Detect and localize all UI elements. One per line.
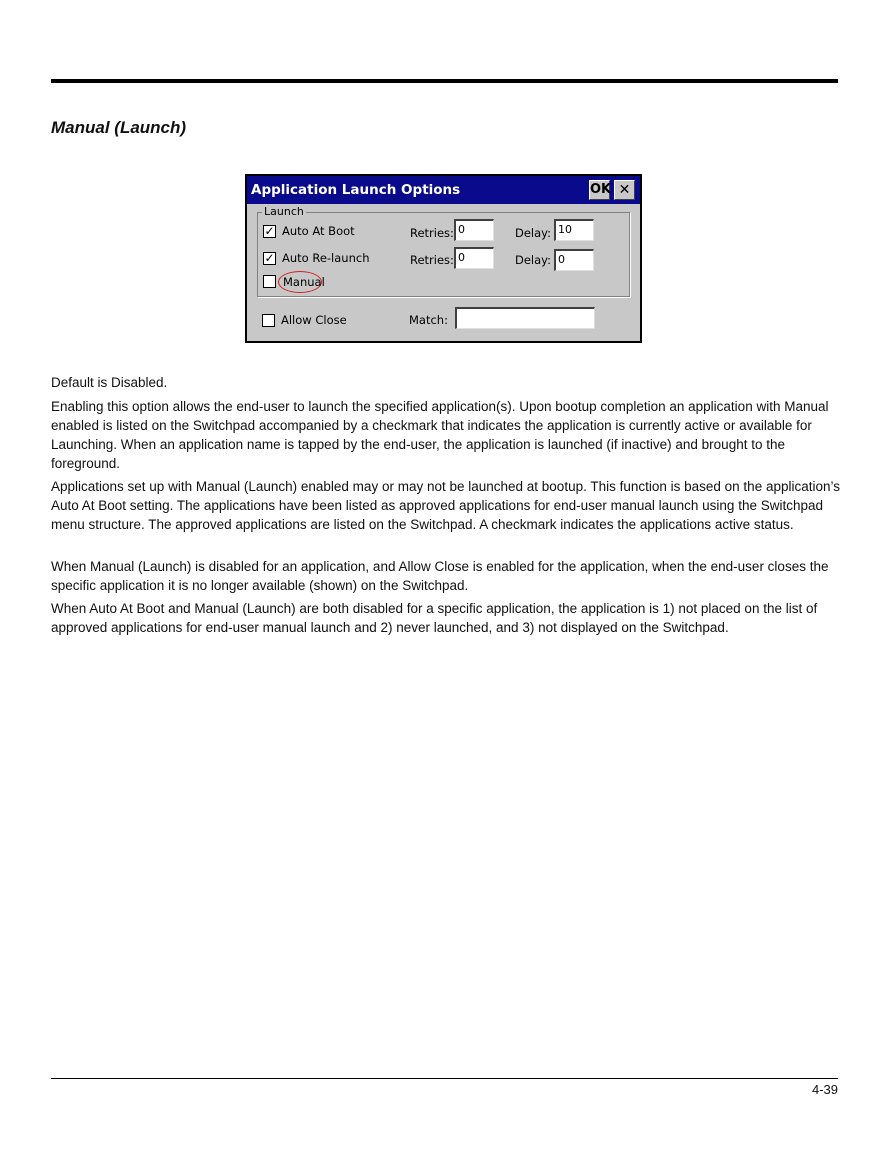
dialog-title: Application Launch Options (251, 182, 461, 198)
auto-at-boot-delay-input[interactable]: 10 (554, 219, 594, 241)
allow-close-checkbox[interactable] (262, 314, 275, 327)
auto-at-boot-retries-input[interactable]: 0 (454, 219, 494, 241)
auto-relaunch-delay-input[interactable]: 0 (554, 249, 594, 271)
paragraph-disabled-allow-close: When Manual (Launch) is disabled for an application, and Allow Close is enabled for the application, when the end-user closes the specific application it is no longer available (shown) on the Switchpad. (51, 559, 829, 593)
paragraph-both-disabled: When Auto At Boot and Manual (Launch) are both disabled for a specific application, the application is 1) not placed on the list of approved applications for end-user manual launch and 2) never launched, and 3) not displayed on the Switchpad. (51, 601, 818, 635)
section-title: Manual (Launch) (51, 118, 187, 137)
delay-label: Delay: (515, 253, 552, 267)
auto-at-boot-label: Auto At Boot (282, 224, 355, 238)
application-launch-options-dialog (245, 174, 642, 343)
delay-label: Delay: (515, 226, 552, 240)
manual-label: Manual (283, 275, 325, 289)
paragraph-enabling: Enabling this option allows the end-user to launch the specified application(s). Upon bootup completion an application with Manual enabled is listed on the Switchpad accompanied by a checkmark that indicates the application is currently active or available for Launching. When an application name is tapped by the end-user, the application is launched (if inactive) and brought to the foreground. (51, 399, 829, 471)
ok-button[interactable]: OK (589, 180, 610, 200)
auto-relaunch-checkbox[interactable]: ✓ (264, 251, 275, 265)
auto-at-boot-checkbox[interactable]: ✓ (264, 224, 275, 238)
match-label: Match: (409, 313, 448, 327)
match-input[interactable] (455, 307, 595, 329)
header-rule (51, 79, 838, 83)
paragraph-applications: Applications set up with Manual (Launch) enabled may or may not be launched at bootup. This function is based on the application’s Auto At Boot setting. The applications have been listed as approved applications for end-user manual launch using the Switchpad menu structure. The approved applications are listed on the Switchpad. A checkmark indicates the applications active status. (51, 479, 840, 532)
retries-label: Retries: (410, 253, 454, 267)
dialog-titlebar (247, 176, 640, 204)
allow-close-label: Allow Close (281, 313, 347, 327)
launch-group (257, 205, 630, 297)
paragraph-default: Default is Disabled. (51, 375, 168, 390)
manual-checkbox[interactable] (263, 275, 276, 288)
page-number: 4-39 (811, 1082, 838, 1097)
auto-relaunch-retries-input[interactable]: 0 (454, 247, 494, 269)
footer-rule (51, 1078, 838, 1079)
auto-relaunch-label: Auto Re-launch (282, 251, 370, 265)
retries-label: Retries: (410, 226, 454, 240)
launch-group-label: Launch (264, 205, 304, 218)
close-icon[interactable]: ✕ (614, 180, 635, 200)
